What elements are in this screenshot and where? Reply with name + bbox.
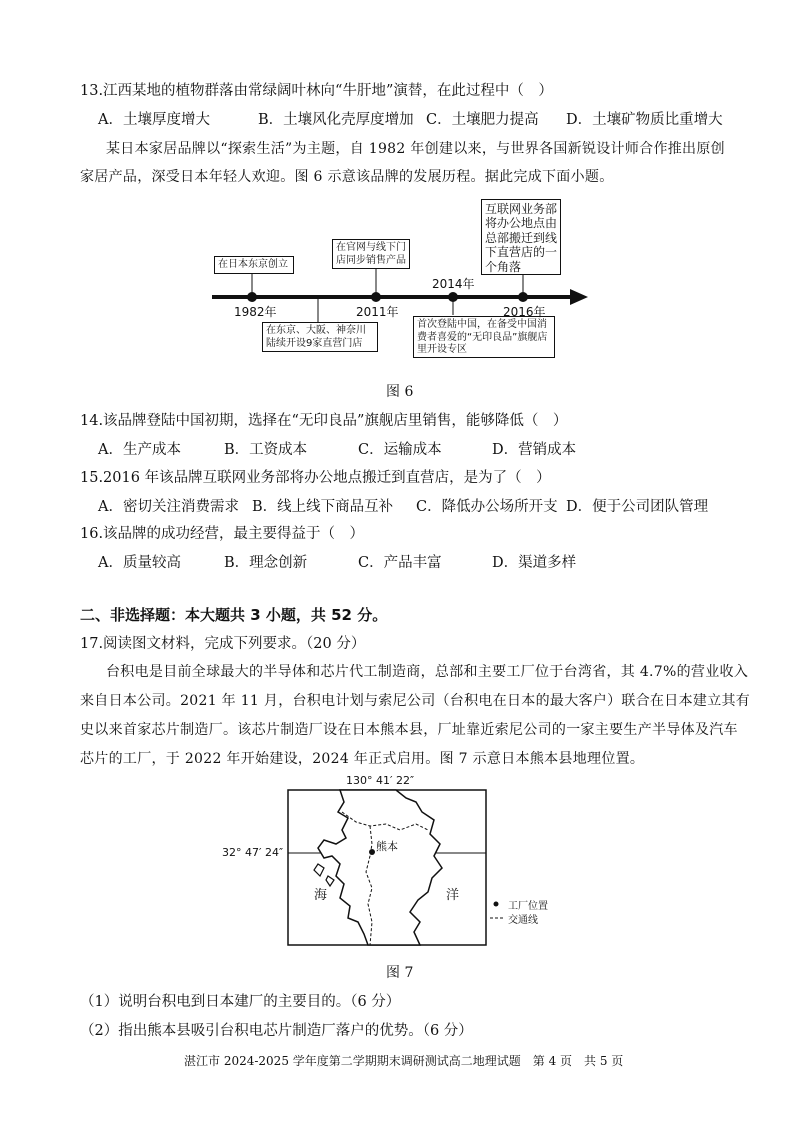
- year-2011: 2011年: [356, 305, 399, 319]
- question-14-stem: 14.该品牌登陆中国初期，选择在“无印良品”旗舰店里销售，能够降低（ ）: [80, 413, 568, 429]
- q17-para-line-4: 芯片的工厂，于 2022 年开始建设，2024 年正式启用。图 7 示意日本熊本县地理位置。: [80, 751, 645, 767]
- year-2014: 2014年: [432, 277, 475, 291]
- latitude-label: 32° 47′ 24″: [222, 846, 284, 859]
- q13-option-a: A．土壤厚度增大: [98, 112, 210, 128]
- city-label-kumamoto: 熊本: [376, 840, 398, 853]
- question-13-stem: 13.江西某地的植物群落由常绿阔叶林向“牛肝地”演替，在此过程中（ ）: [80, 83, 553, 99]
- figure-7-map: [220, 772, 590, 947]
- question-17-stem: 17.阅读图文材料，完成下列要求。（20 分）: [80, 636, 366, 652]
- island-icon: [326, 876, 334, 886]
- q13-option-b: B．土壤风化壳厚度增加: [258, 112, 414, 128]
- figure-7-caption: 图 7: [386, 965, 414, 981]
- event-2014-box: 首次登陆中国，在备受中国消费者喜爱的“无印良品”旗舰店里开设专区: [413, 316, 555, 358]
- q13-option-c: C．土壤肥力提高: [426, 112, 539, 128]
- q17-para-line-3: 史以来首家芯片制造厂。该芯片制造厂设在日本熊本县，厂址靠近索尼公司的一家主要生产半导体及汽车: [80, 722, 738, 738]
- q14-option-d: D．营销成本: [492, 442, 577, 458]
- sea-label-right: 洋: [446, 888, 460, 903]
- q16-option-b: B．理念创新: [224, 555, 308, 571]
- question-16-stem: 16.该品牌的成功经营，最主要得益于（ ）: [80, 526, 365, 542]
- q15-option-b: B．线上线下商品互补: [252, 499, 394, 515]
- factory-location-marker: [369, 849, 375, 855]
- event-2011-box: 在官网与线下门店同步销售产品: [332, 239, 410, 269]
- section-2-title: 二、非选择题：本大题共 3 小题，共 52 分。: [80, 606, 388, 624]
- q17-subquestion-1: （1）说明台积电到日本建厂的主要目的。（6 分）: [80, 994, 401, 1010]
- q16-option-c: C．产品丰富: [358, 555, 442, 571]
- longitude-label: 130° 41′ 22″: [346, 774, 415, 787]
- year-2016: 2016年: [503, 305, 546, 319]
- q17-para-line-1: 台积电是目前全球最大的半导体和芯片代工制造商，总部和主要工厂位于台湾省，其 4.7%的营业收入: [106, 664, 749, 680]
- q14-option-c: C．运输成本: [358, 442, 442, 458]
- q13-option-d: D．土壤矿物质比重增大: [566, 112, 723, 128]
- event-1982-box: 在日本东京创立: [214, 256, 294, 274]
- q15-option-c: C．降低办公场所开支: [416, 499, 558, 515]
- q16-option-d: D．渠道多样: [492, 555, 577, 571]
- page-footer: 湛江市 2024-2025 学年度第二学期期末调研测试高二地理试题 第 4 页 共 5 页: [184, 1054, 624, 1068]
- q15-option-a: A．密切关注消费需求: [98, 499, 239, 515]
- q17-subquestion-2: （2）指出熊本县吸引台积电芯片制造厂落户的优势。（6 分）: [80, 1023, 473, 1039]
- q16-option-a: A．质量较高: [98, 555, 181, 571]
- event-2016-box: 互联网业务部将办公地点由总部搬迁到线下直营店的一个角落: [481, 199, 561, 275]
- sea-label-left: 海: [314, 888, 328, 903]
- q14-option-b: B．工资成本: [224, 442, 308, 458]
- figure-6-timeline: [200, 195, 600, 360]
- intro-line-1: 某日本家居品牌以“探索生活”为主题，自 1982 年创建以来，与世界各国新锐设计师合作推出原创: [106, 141, 725, 157]
- question-15-stem: 15.2016 年该品牌互联网业务部将办公地点搬迁到直营店，是为了（ ）: [80, 470, 551, 486]
- q15-option-d: D．便于公司团队管理: [566, 499, 709, 515]
- q17-para-line-2: 来自日本公司。2021 年 11 月，台积电计划与索尼公司（台积电在日本的最大客户）联合在日本建立其有: [80, 693, 751, 709]
- legend-route-label: 交通线: [508, 915, 538, 926]
- intro-line-2: 家居产品，深受日本年轻人欢迎。图 6 示意该品牌的发展历程。据此完成下面小题。: [80, 169, 614, 185]
- year-1982: 1982年: [234, 305, 277, 319]
- kumamoto-land: [318, 790, 442, 945]
- legend-factory-icon: [494, 902, 499, 907]
- legend-factory-label: 工厂位置: [508, 901, 548, 912]
- figure-6-caption: 图 6: [386, 384, 414, 400]
- event-between-box: 在东京、大阪、神奈川陆续开设9家直营门店: [262, 322, 378, 352]
- q14-option-a: A．生产成本: [98, 442, 181, 458]
- island-icon: [314, 864, 324, 876]
- timeline-arrow-icon: [570, 289, 588, 305]
